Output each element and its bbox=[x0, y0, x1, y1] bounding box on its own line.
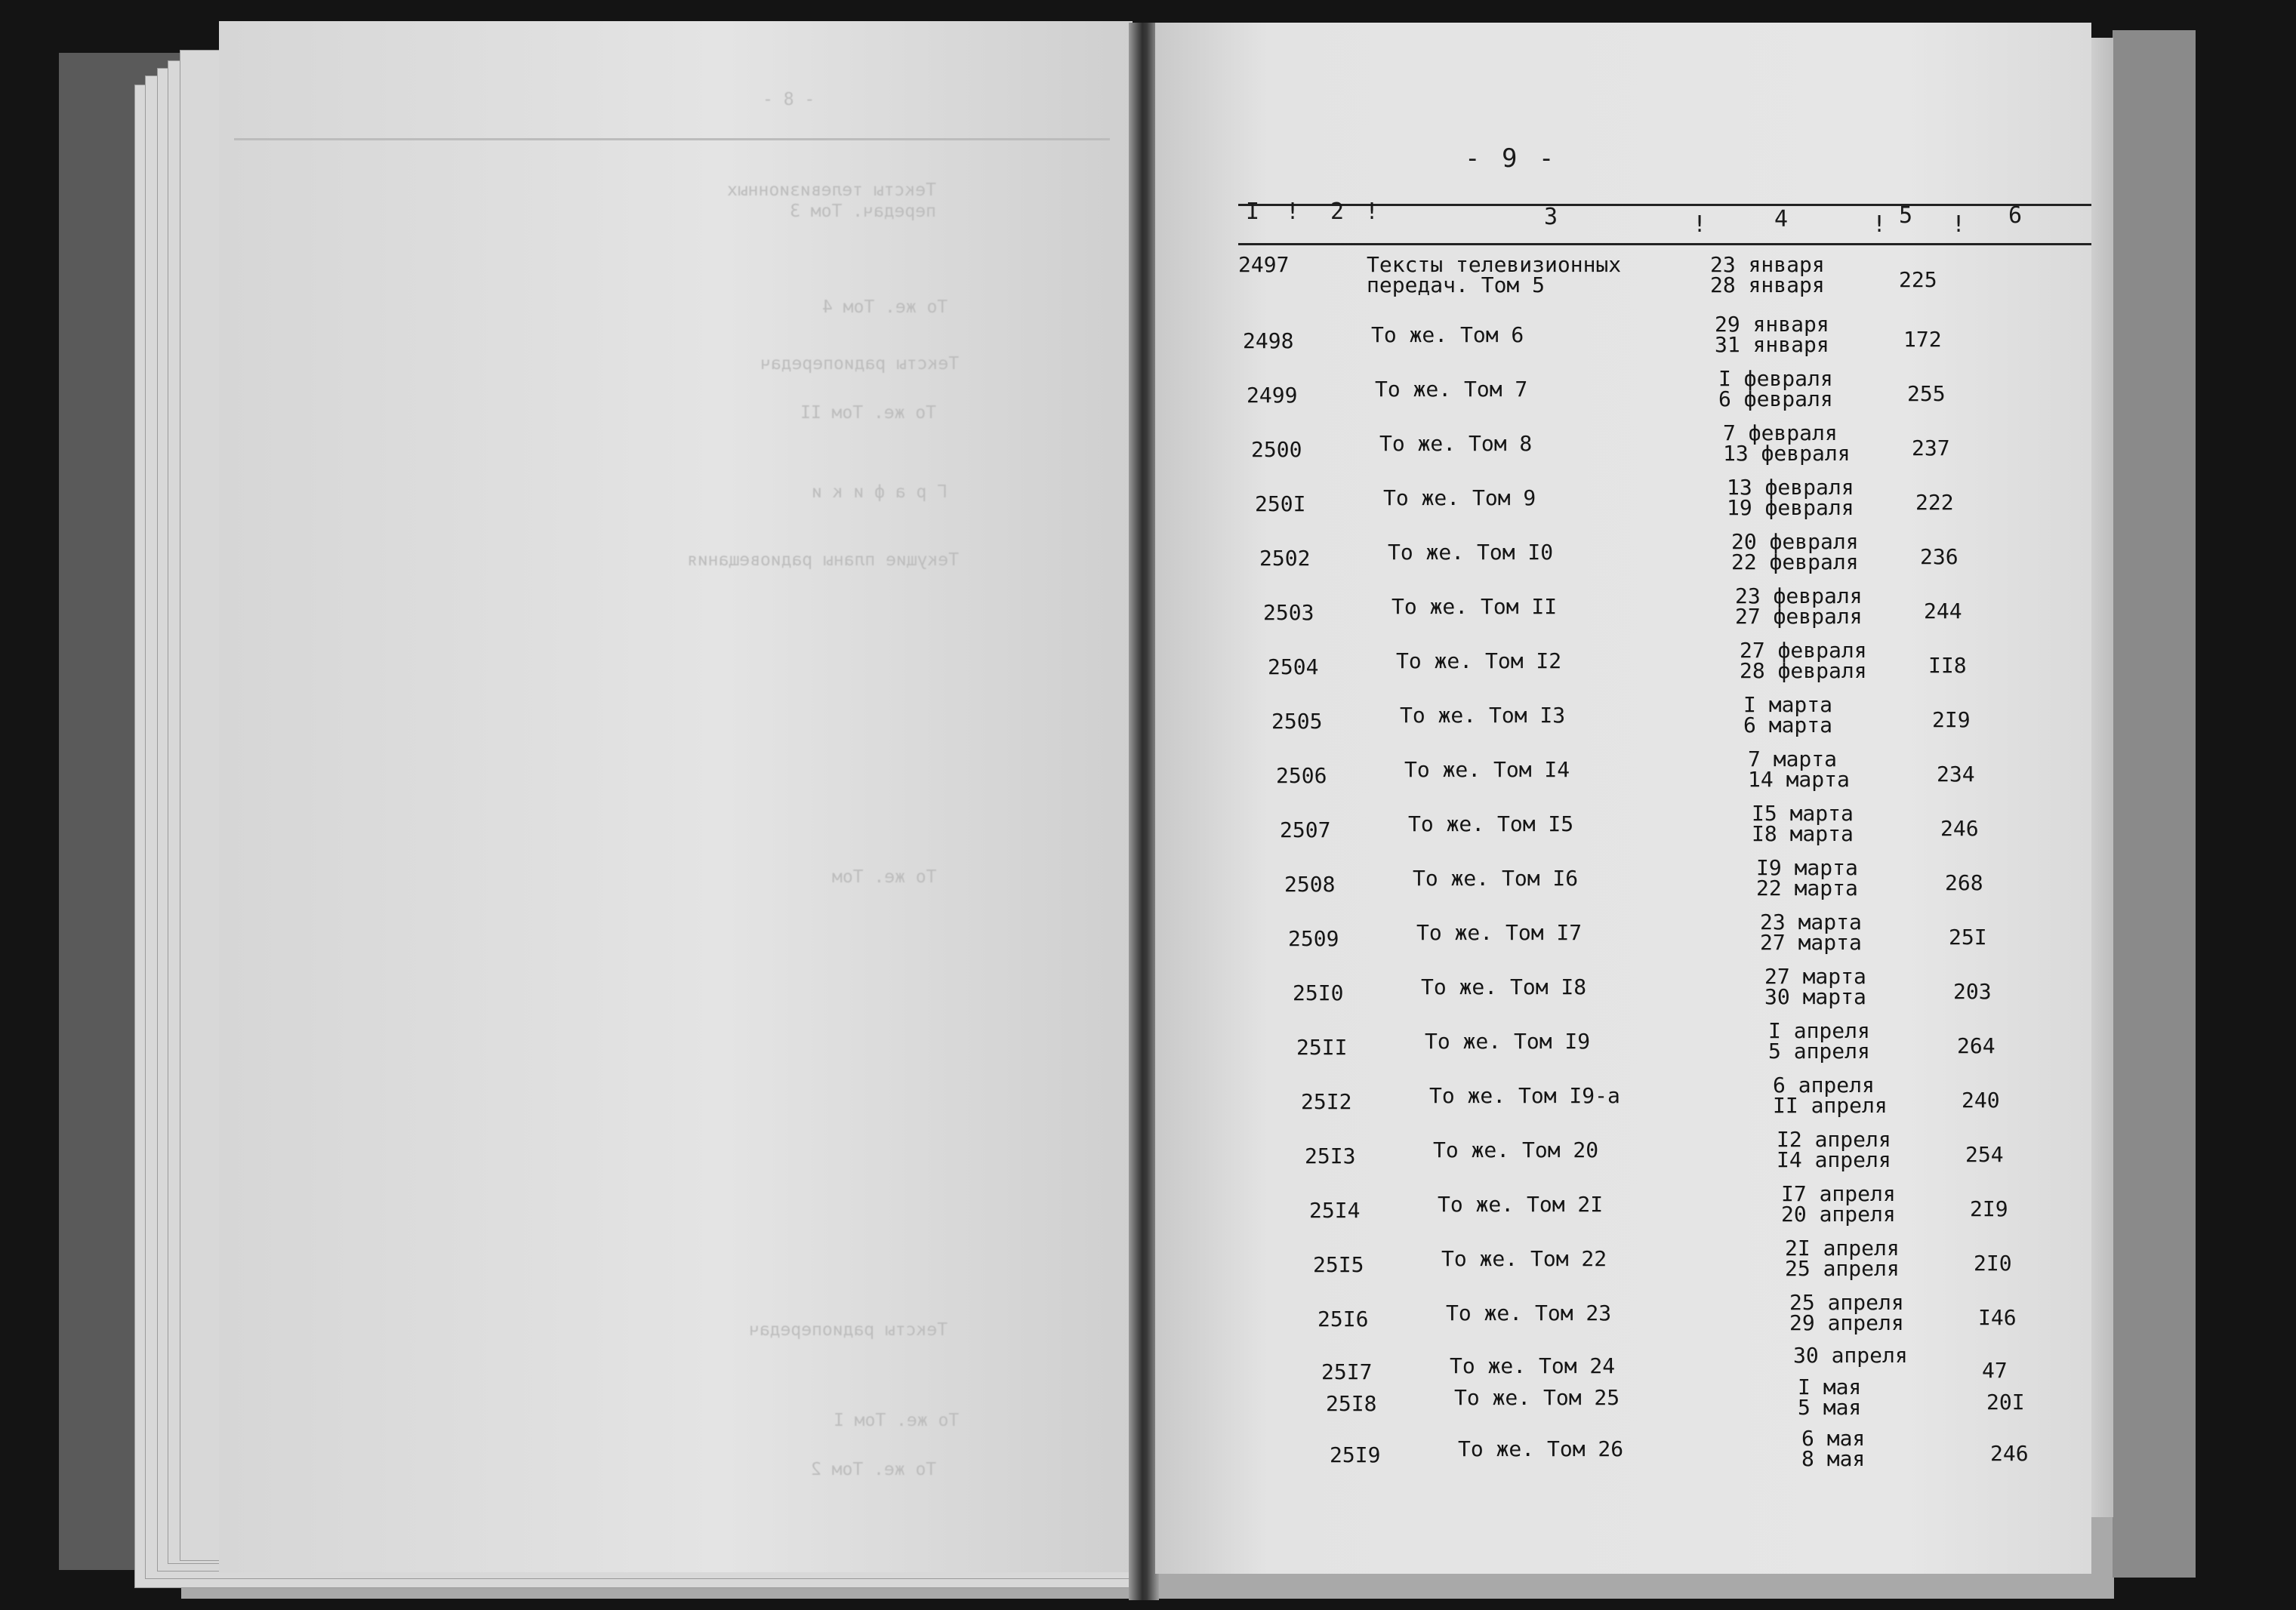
item-dates: 7 марта 14 марта bbox=[1748, 747, 1850, 792]
item-number: 2506 bbox=[1276, 763, 1327, 788]
item-title: Тексты телевизионных передач. Том 5 bbox=[1367, 252, 1622, 297]
item-title: То же. Том 9 bbox=[1383, 485, 1536, 510]
item-dates: 27 марта 30 марта bbox=[1764, 964, 1866, 1009]
item-dates: 6 мая 8 мая bbox=[1801, 1426, 1866, 1471]
item-title: То же. Том I5 bbox=[1408, 811, 1574, 836]
column-header-5: 5 bbox=[1899, 202, 1913, 229]
item-title: То же. Том I2 bbox=[1396, 648, 1562, 673]
item-dates: 23 января 28 января bbox=[1710, 252, 1825, 297]
column-header-4: 4 bbox=[1774, 206, 1789, 232]
item-dates: I марта 6 марта bbox=[1743, 692, 1833, 737]
header-rule-bottom bbox=[1238, 243, 2091, 245]
item-dates: I мая 5 мая bbox=[1798, 1375, 1862, 1420]
item-title: То же. Том 22 bbox=[1441, 1246, 1607, 1271]
item-number: 2508 bbox=[1284, 872, 1336, 897]
item-pages: 2I9 bbox=[1932, 707, 1971, 732]
header-separator: ! bbox=[1952, 211, 1966, 238]
item-dates: I апреля 5 апреля bbox=[1768, 1018, 1870, 1064]
item-number: 25I0 bbox=[1293, 980, 1344, 1005]
item-title: То же. Том I9-а bbox=[1429, 1083, 1620, 1108]
item-number: 2503 bbox=[1263, 600, 1314, 625]
item-dates: 13 февраля 19 февраля bbox=[1727, 475, 1854, 520]
bleed-through-line: То же. Том 2 bbox=[810, 1460, 936, 1479]
item-dates: 25 апреля 29 апреля bbox=[1789, 1290, 1904, 1335]
item-number: 25I9 bbox=[1330, 1442, 1381, 1467]
column-header-6: 6 bbox=[2008, 202, 2023, 229]
item-pages: 264 bbox=[1957, 1033, 1996, 1058]
right-page bbox=[1155, 23, 2091, 1574]
item-number: 25I3 bbox=[1305, 1144, 1356, 1168]
item-pages: 236 bbox=[1920, 544, 1959, 569]
bleed-through-line: То же. Том 4 bbox=[821, 297, 948, 317]
item-number: 25I8 bbox=[1326, 1391, 1377, 1416]
item-number: 2505 bbox=[1271, 709, 1323, 734]
bleed-through-line: То же. Том bbox=[831, 867, 936, 887]
item-dates: 27 февраля 28 февраля bbox=[1740, 638, 1867, 683]
left-page bbox=[219, 21, 1133, 1572]
item-title: То же. Том I7 bbox=[1416, 920, 1583, 945]
item-pages: 25I bbox=[1949, 925, 1987, 950]
item-title: То же. Том II bbox=[1391, 594, 1558, 619]
bleed-through-line: Тексты телевизионных передач. Том 3 bbox=[727, 180, 936, 221]
item-pages: 246 bbox=[1990, 1441, 2029, 1466]
bleed-through-line: То же. Том I bbox=[833, 1411, 959, 1430]
item-dates: 6 апреля II апреля bbox=[1773, 1073, 1888, 1118]
book-gutter bbox=[1129, 23, 1159, 1600]
page-number: - 9 - bbox=[1465, 143, 1558, 174]
item-dates: I7 апреля 20 апреля bbox=[1781, 1181, 1896, 1227]
item-pages: 172 bbox=[1903, 327, 1942, 352]
item-title: То же. Том I4 bbox=[1404, 757, 1570, 782]
item-pages: 246 bbox=[1940, 816, 1979, 841]
item-pages: 225 bbox=[1899, 267, 1937, 292]
column-header-3: 3 bbox=[1544, 204, 1558, 230]
item-title: То же. Том I6 bbox=[1413, 866, 1579, 891]
item-title: То же. Том 23 bbox=[1446, 1301, 1612, 1325]
item-number: 25I7 bbox=[1321, 1359, 1373, 1384]
item-pages: 222 bbox=[1915, 490, 1954, 515]
item-pages: 47 bbox=[1982, 1358, 2008, 1383]
item-title: То же. Том 25 bbox=[1454, 1385, 1620, 1410]
item-number: 2497 bbox=[1238, 252, 1290, 277]
item-title: То же. Том I0 bbox=[1388, 540, 1554, 565]
item-dates: 30 апреля bbox=[1793, 1343, 1908, 1368]
item-number: 2509 bbox=[1288, 926, 1339, 951]
item-pages: 240 bbox=[1962, 1088, 2000, 1113]
item-dates: 2I апреля 25 апреля bbox=[1785, 1236, 1900, 1281]
item-pages: 254 bbox=[1965, 1142, 2004, 1167]
right-page-stack bbox=[2090, 38, 2113, 1517]
item-dates: 23 февраля 27 февраля bbox=[1735, 583, 1863, 629]
right-cover bbox=[2113, 30, 2196, 1578]
bleed-through-rule bbox=[234, 138, 1110, 140]
item-dates: 23 марта 27 марта bbox=[1760, 910, 1862, 955]
item-pages: 268 bbox=[1945, 870, 1983, 895]
bleed-through-line: Тексты радиопередач bbox=[748, 1320, 948, 1340]
item-dates: 29 января 31 января bbox=[1715, 312, 1829, 357]
header-separator: ! bbox=[1365, 199, 1379, 225]
bleed-through-line: Г р а ф и к и bbox=[811, 482, 948, 502]
item-title: То же. Том I3 bbox=[1400, 703, 1566, 728]
item-number: 2498 bbox=[1243, 328, 1294, 353]
column-header-1: I bbox=[1246, 199, 1260, 225]
item-number: 2502 bbox=[1259, 546, 1311, 571]
column-header-2: 2 bbox=[1330, 199, 1345, 225]
item-number: 25I5 bbox=[1313, 1252, 1364, 1277]
item-title: То же. Том I9 bbox=[1425, 1029, 1591, 1054]
item-pages: 2I9 bbox=[1970, 1196, 2008, 1221]
bleed-through-line: То же. Том II bbox=[800, 403, 936, 423]
item-title: То же. Том 24 bbox=[1450, 1353, 1616, 1378]
item-number: 25I2 bbox=[1301, 1089, 1352, 1114]
item-pages: 234 bbox=[1937, 762, 1975, 787]
item-number: 25I4 bbox=[1309, 1198, 1361, 1223]
item-pages: 255 bbox=[1907, 381, 1946, 406]
item-pages: 237 bbox=[1912, 436, 1950, 460]
item-number: 2500 bbox=[1251, 437, 1302, 462]
item-title: То же. Том 7 bbox=[1375, 377, 1528, 402]
item-title: То же. Том 26 bbox=[1458, 1436, 1624, 1461]
bleed-through-line: Тексты радиопередач bbox=[760, 354, 959, 374]
item-dates: 20 февраля 22 февраля bbox=[1731, 529, 1859, 574]
header-separator: ! bbox=[1872, 211, 1887, 238]
item-dates: I февраля 6 февраля bbox=[1718, 366, 1833, 411]
item-number: 25II bbox=[1296, 1035, 1348, 1060]
item-pages: I46 bbox=[1978, 1305, 2017, 1330]
item-title: То же. Том 2I bbox=[1438, 1192, 1604, 1217]
item-number: 2499 bbox=[1247, 383, 1298, 408]
item-dates: I9 марта 22 марта bbox=[1756, 855, 1858, 900]
bleed-through-header: - 8 - bbox=[763, 90, 815, 109]
header-separator: ! bbox=[1286, 199, 1300, 225]
item-pages: 20I bbox=[1986, 1390, 2025, 1415]
bleed-through-line: Текущие планы радиовещания bbox=[686, 550, 959, 570]
item-title: То же. Том 6 bbox=[1371, 322, 1524, 347]
item-pages: 203 bbox=[1953, 979, 1992, 1004]
item-number: 2504 bbox=[1268, 654, 1319, 679]
item-dates: I5 марта I8 марта bbox=[1752, 801, 1854, 846]
item-pages: 2I0 bbox=[1974, 1251, 2012, 1276]
item-pages: II8 bbox=[1928, 653, 1967, 678]
item-number: 2507 bbox=[1280, 817, 1331, 842]
item-title: То же. Том 20 bbox=[1433, 1137, 1599, 1162]
item-dates: I2 апреля I4 апреля bbox=[1777, 1127, 1891, 1172]
item-pages: 244 bbox=[1924, 599, 1962, 623]
item-number: 25I6 bbox=[1318, 1307, 1369, 1331]
item-title: То же. Том 8 bbox=[1379, 431, 1533, 456]
item-number: 250I bbox=[1255, 491, 1306, 516]
item-dates: 7 февраля 13 февраля bbox=[1723, 420, 1851, 466]
header-separator: ! bbox=[1693, 211, 1707, 238]
item-title: То же. Том I8 bbox=[1421, 974, 1587, 999]
